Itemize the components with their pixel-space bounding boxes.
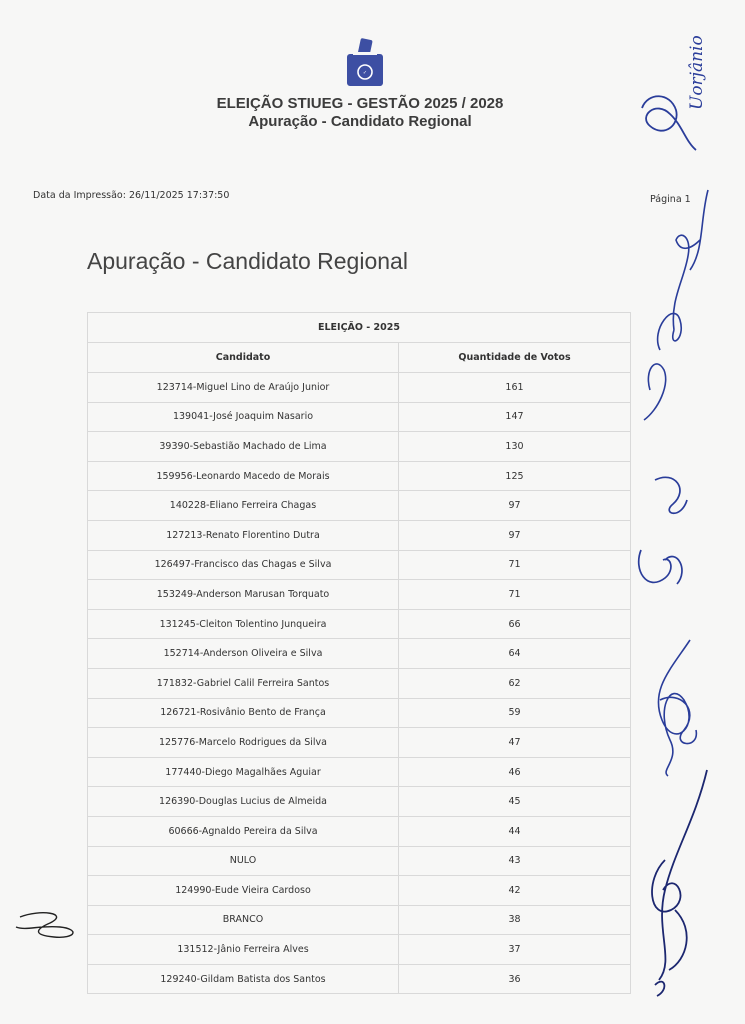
votes-cell: 71 [399,550,631,580]
votes-cell: 36 [399,964,631,994]
column-header-votes: Quantidade de Votos [399,343,631,373]
ballot-box-logo [345,34,385,88]
table-row [88,787,631,817]
votes-cell: 44 [399,816,631,846]
table-row [88,432,631,462]
table-row [88,461,631,491]
signature-right-1 [630,180,720,440]
print-date: Data da Impressão: 26/11/2025 17:37:50 [33,190,230,201]
votes-cell: 42 [399,876,631,906]
votes-cell: 66 [399,609,631,639]
table-row [88,757,631,787]
candidate-cell: 127213-Renato Florentino Dutra [88,520,399,550]
results-table [87,312,631,994]
candidate-cell: 131512-Jânio Ferreira Alves [88,935,399,965]
votes-cell: 46 [399,757,631,787]
table-row [88,373,631,403]
candidate-cell: 124990-Eude Vieira Cardoso [88,876,399,906]
table-row [88,402,631,432]
votes-cell: 37 [399,935,631,965]
table-row [88,964,631,994]
votes-cell: 64 [399,639,631,669]
table-row [88,846,631,876]
votes-cell: 130 [399,432,631,462]
report-title: Apuração - Candidato Regional [87,248,408,274]
signature-annotation-text: Uorjânio [687,35,707,110]
votes-cell: 59 [399,698,631,728]
votes-cell: 147 [399,402,631,432]
candidate-cell: 60666-Agnaldo Pereira da Silva [88,816,399,846]
votes-cell: 97 [399,491,631,521]
votes-cell: 43 [399,846,631,876]
candidate-cell: 125776-Marcelo Rodrigues da Silva [88,728,399,758]
table-row [88,728,631,758]
table-row [88,816,631,846]
candidate-cell: 159956-Leonardo Macedo de Morais [88,461,399,491]
votes-cell: 161 [399,373,631,403]
votes-cell: 71 [399,580,631,610]
candidate-cell: 171832-Gabriel Calil Ferreira Santos [88,668,399,698]
votes-cell: 47 [399,728,631,758]
candidate-cell: NULO [88,846,399,876]
votes-cell: 125 [399,461,631,491]
candidate-cell: 152714-Anderson Oliveira e Silva [88,639,399,669]
candidate-cell: 153249-Anderson Marusan Torquato [88,580,399,610]
candidate-cell: 177440-Diego Magalhães Aguiar [88,757,399,787]
table-row [88,698,631,728]
signature-right-2 [625,460,705,630]
votes-cell: 97 [399,520,631,550]
document-subtitle: Apuração - Candidato Regional [248,113,472,130]
candidate-cell: 39390-Sebastião Machado de Lima [88,432,399,462]
candidate-cell: 126390-Douglas Lucius de Almeida [88,787,399,817]
table-row [88,876,631,906]
table-row [88,668,631,698]
signature-right-4 [635,760,725,1000]
votes-cell: 38 [399,905,631,935]
votes-cell: 45 [399,787,631,817]
page-number: Página 1 [650,194,691,205]
signature-left-bottom [10,905,85,945]
candidate-cell: 126497-Francisco das Chagas e Silva [88,550,399,580]
candidate-cell: 131245-Cleiton Tolentino Junqueira [88,609,399,639]
candidate-cell: 123714-Miguel Lino de Araújo Junior [88,373,399,403]
candidate-cell: 129240-Gildam Batista dos Santos [88,964,399,994]
column-header-candidate: Candidato [88,343,399,373]
table-caption: ELEIÇÃO - 2025 [88,313,631,343]
candidate-cell: 140228-Eliano Ferreira Chagas [88,491,399,521]
table-row [88,639,631,669]
table-row [88,609,631,639]
svg-text:✓: ✓ [362,70,368,76]
table-row [88,935,631,965]
document-title: ELEIÇÃO STIUEG - GESTÃO 2025 / 2028 [216,95,504,112]
candidate-cell: 126721-Rosivânio Bento de França [88,698,399,728]
candidate-cell: 139041-José Joaquim Nasario [88,402,399,432]
signature-right-3 [640,630,720,780]
candidate-cell: BRANCO [88,905,399,935]
table-row [88,520,631,550]
table-row [88,491,631,521]
table-row [88,580,631,610]
table-row [88,550,631,580]
signature-initials-top [630,30,710,160]
votes-cell: 62 [399,668,631,698]
table-row [88,905,631,935]
table-body [88,373,631,994]
